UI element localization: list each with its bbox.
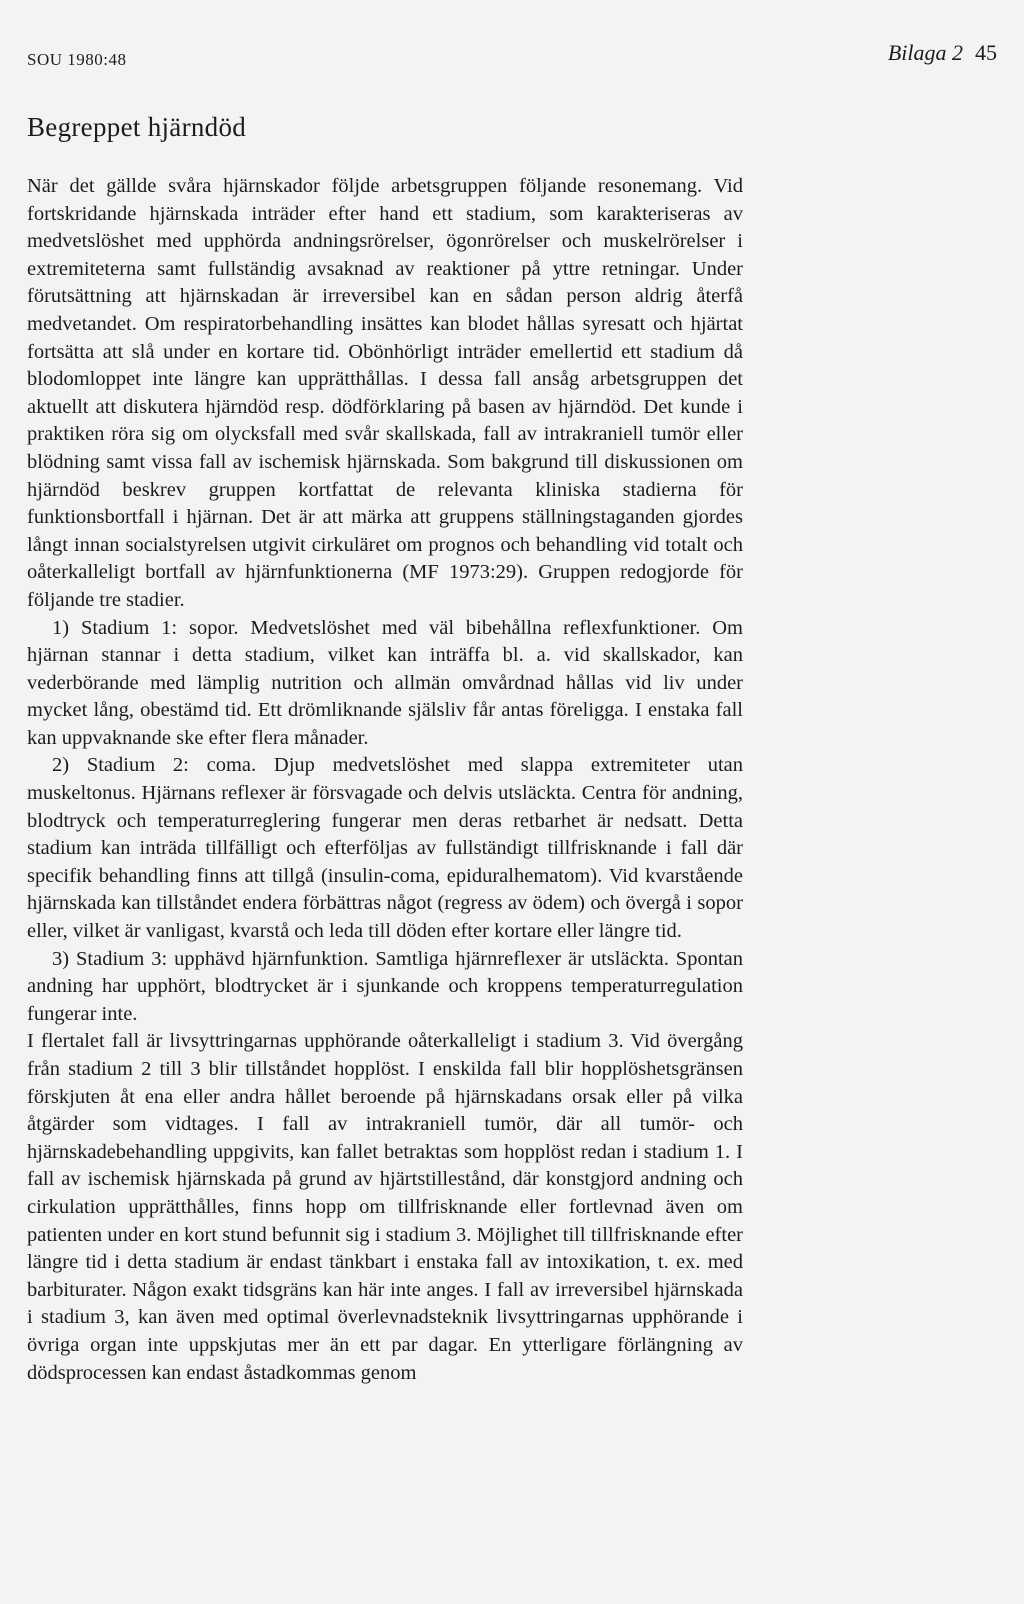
paragraph-conclusion: I flertalet fall är livsyttringarnas upphörande oåterkalleligt i stadium 3. Vid övergång från stadium 2 till 3 blir tillståndet hopplöst. I enskilda fall blir hopplöshetsgränsen förskjuten åt ena eller andra hållet beroende på hjärnskadans orsak eller på vilka åtgärder som vidtages. I fall av intrakraniell tumör, där all tumör- och hjärnskadebehandling uppgivits, kan fallet betraktas som hopplöst redan i stadium 1. I fall av ischemisk hjärnskada på grund av hjärtstillestånd, där konstgjord andning och cirkulation upprätthålles, finns hopp om tillfrisknande eller fortlevnad även om patienten under en kort stund befunnit sig i stadium 3. Möjlighet till tillfrisknande efter längre tid i detta stadium är endast tänkbart i enstaka fall av intoxikation, t. ex. med barbiturater. Någon exakt tidsgräns kan här inte anges. I fall av irreversibel hjärnskada i stadium 3, kan även med optimal överlevnadsteknik livsyttringarnas upphörande i övriga organ inte uppskjutas mer än ett par dagar. En ytterligare förlängning av dödsprocessen kan endast åstadkommas genom xyxy=(27,1030,743,1384)
header-right xyxy=(888,40,997,66)
appendix-label: Bilaga 2 xyxy=(887,40,963,65)
paragraph-intro: När det gällde svåra hjärnskador följde arbetsgruppen följande resonemang. Vid fortskridande hjärnskada inträder efter hand ett stadium, som karakteriseras av medvetslöshet med upphörda andningsrörelser, ögonrörelser och muskelrörelser i extremiteterna samt fullständig avsaknad av reaktioner på yttre retningar. Under förutsättning att hjärnskadan är irreversibel kan en sådan person aldrig återfå medvetandet. Om respiratorbehandling insättes kan blodet hållas syresatt och hjärtat fortsätta att slå under en kortare tid. Obönhörligt inträder emellertid ett stadium då blodomloppet inte längre kan upprätthållas. I dessa fall ansåg arbetsgruppen det aktuellt att diskutera hjärndöd resp. dödförklaring på basen av hjärndöd. Det kunde i praktiken röra sig om olycksfall med svår skallskada, fall av intrakraniell tumör eller blödning samt vissa fall av ischemisk hjärnskada. Som bakgrund till diskussionen om hjärndöd beskrev gruppen kortfattat de relevanta kliniska stadierna för funktionsbortfall i hjärnan. Det är att märka att gruppens ställningstaganden gjordes långt innan socialstyrelsen utgivit cirkuläret om prognos och behandling vid totalt och oåterkalleligt bortfall av hjärnfunktionerna (MF 1973:29). Gruppen redogjorde för följande tre stadier. xyxy=(27,175,743,611)
running-header xyxy=(27,38,997,72)
report-series-label: SOU 1980:48 xyxy=(27,50,127,69)
body-text xyxy=(27,173,743,1387)
paragraph-stadium-3: 3) Stadium 3: upphävd hjärnfunktion. Samtliga hjärnreflexer är utsläckta. Spontan andning har upphört, blodtrycket är i sjunkande och kroppens temperaturregulation fungerar inte. xyxy=(27,947,743,1025)
section-title: Begreppet hjärndöd xyxy=(27,112,247,142)
page-number: 45 xyxy=(975,40,997,65)
paragraph-stadium-2: 2) Stadium 2: coma. Djup medvetslöshet med slappa extremiteter utan muskeltonus. Hjärnans reflexer är försvagade och delvis utsläckta. Centra för andning, blodtryck och temperaturreglering fungerar men deras retbarhet är nedsatt. Detta stadium kan inträda tillfälligt och efterföljas av fullständigt tillfrisknande i fall där specifik behandling finns att tillgå (insulin-coma, epiduralhematom). Vid kvarstående hjärnskada kan tillståndet endera förbättras något (regress av ödem) och övergå i sopor eller, vilket är vanligast, kvarstå och leda till döden efter kortare eller längre tid. xyxy=(27,754,743,943)
paragraph-stadium-1: 1) Stadium 1: sopor. Medvetslöshet med väl bibehållna reflexfunktioner. Om hjärnan stannar i detta stadium, vilket kan inträffa bl. a. vid skallskador, kan vederbörande med lämplig nutrition och allmän omvårdnad hållas vid liv under mycket lång, obestämd tid. Ett drömliknande själsliv får antas föreligga. I enstaka fall kan uppvaknande ske efter flera månader. xyxy=(27,616,743,749)
